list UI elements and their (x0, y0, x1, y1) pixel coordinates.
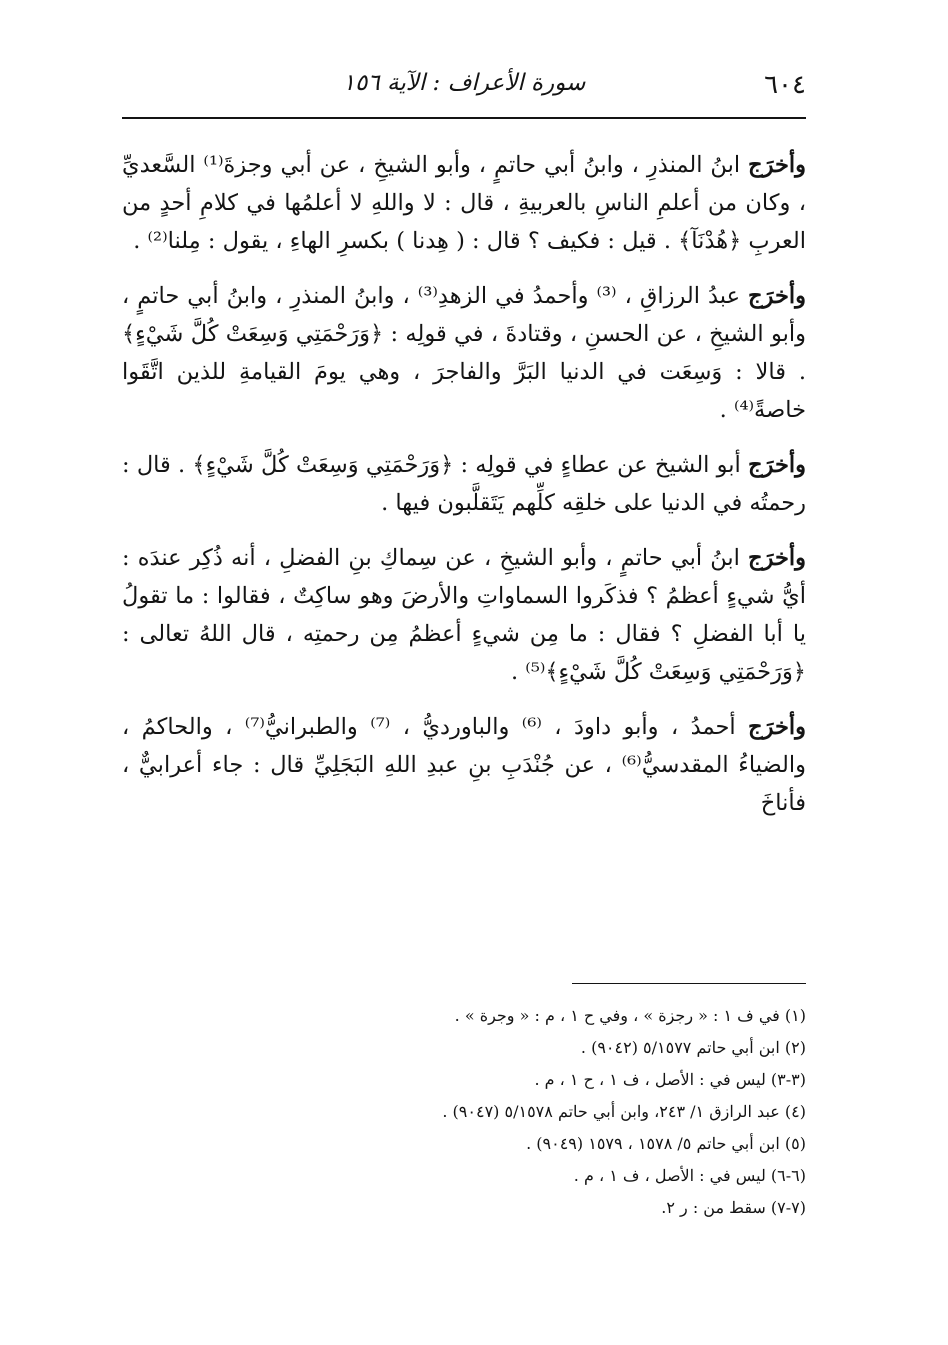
paragraph-text: عبدُ الرزاقِ ، ⁽³⁾ وأحمدُ في الزهدِ⁽³⁾ ، وابنُ المنذرِ ، وابنُ أبي حاتمٍ ، وأبو الشيخِ ، عن الحسنِ ، وقتادةَ ، في قولِه : ﴿وَرَحْمَتِي وَسِعَتْ كُلَّ شَيْءٍ﴾ . قالا : وَسِعَت في الدنيا البَرَّ والفاجرَ ، وهي يومَ القيامةِ للذين اتَّقَوا خاصةً⁽⁴⁾ . (122, 283, 806, 423)
footnotes (122, 1000, 806, 1224)
footnote: (٦-٦) ليس في : الأصل ، ف ١ ، م . (573, 1166, 806, 1185)
footnote: (٥) ابن أبي حاتم ٥/ ١٥٧٨ ، ١٥٧٩ (٩٠٤٩) . (526, 1134, 806, 1153)
paragraph-text: ابنُ المنذرِ ، وابنُ أبي حاتمٍ ، وأبو الشيخِ ، عن أبي وجزةَ⁽¹⁾ السَّعديِّ ، وكان من أعلمِ الناسِ بالعربيةِ ، قال : لا واللهِ لا أعلمُها في كلامِ أحدٍ من العربِ ﴿هُدْنَآ﴾ . قيل : فكيف ؟ قال : ( هِدنا ) بكسرِ الهاءِ ، يقول : مِلنا⁽²⁾ . (122, 152, 806, 254)
paragraph-lead: وأخرَج (748, 452, 806, 478)
paragraph-lead: وأخرَج (748, 283, 806, 309)
running-header (122, 62, 806, 112)
paragraph-lead: وأخرَج (748, 152, 807, 178)
footnote: (٣-٣) ليس في : الأصل ، ف ١ ، ح ١ ، م . (534, 1070, 806, 1089)
paragraph (122, 446, 806, 522)
footnote: (١) في ف ١ : « رجزة » ، وفي ح ١ ، م : « وجرة » . (454, 1006, 806, 1025)
paragraph-lead: وأخرَج (748, 714, 807, 740)
header-divider (122, 117, 806, 119)
paragraph-text: ابنُ أبي حاتمٍ ، وأبو الشيخِ ، عن سِماكِ بنِ الفضلِ ، أنه ذُكِر عندَه : أيُّ شيءٍ أعظمُ ؟ فذكَروا السماواتِ والأرضَ وهو ساكِتٌ ، فقالوا : ما تقولُ يا أبا الفضلِ ؟ فقال : ما مِن شيءٍ أعظمُ مِن رحمتِه ، قال اللهُ تعالى : ﴿وَرَحْمَتِي وَسِعَتْ كُلَّ شَيْءٍ﴾⁽⁵⁾ . (122, 545, 806, 685)
footnote-divider (572, 983, 806, 984)
page-number: ٦٠٤ (764, 70, 806, 100)
footnote: (٢) ابن أبي حاتم ٥/١٥٧٧ (٩٠٤٢) . (580, 1038, 806, 1057)
paragraph (122, 146, 806, 260)
paragraph-lead: وأخرَج (748, 545, 806, 571)
paragraph-text: أحمدُ ، وأبو داودَ ، ⁽⁶⁾ والباورديُّ ، ⁽⁷⁾ والطبرانيُّ⁽⁷⁾ ، والحاكمُ ، والضياءُ المقدسيُّ⁽⁶⁾ ، عن جُنْدَبِ بنِ عبدِ اللهِ البَجَلِيِّ قال : جاء أعرابيٌّ ، فأناخَ (122, 714, 806, 816)
running-title: سورة الأعراف : الآية ١٥٦ (342, 70, 586, 96)
paragraph (122, 277, 806, 429)
footnote: (٧-٧) سقط من : ر ٢. (661, 1198, 806, 1217)
main-text (122, 146, 806, 839)
footnote: (٤) عبد الرازق ١/ ٢٤٣، وابن أبي حاتم ٥/١٥٧٨ (٩٠٤٧) . (442, 1102, 806, 1121)
paragraph (122, 708, 806, 822)
paragraph (122, 539, 806, 691)
paragraph-text: أبو الشيخ عن عطاءٍ في قولِه : ﴿وَرَحْمَتِي وَسِعَتْ كُلَّ شَيْءٍ﴾ . قال : رحمتُه في الدنيا على خلقِه كلِّهم يَتَقلَّبون فيها . (122, 452, 806, 516)
